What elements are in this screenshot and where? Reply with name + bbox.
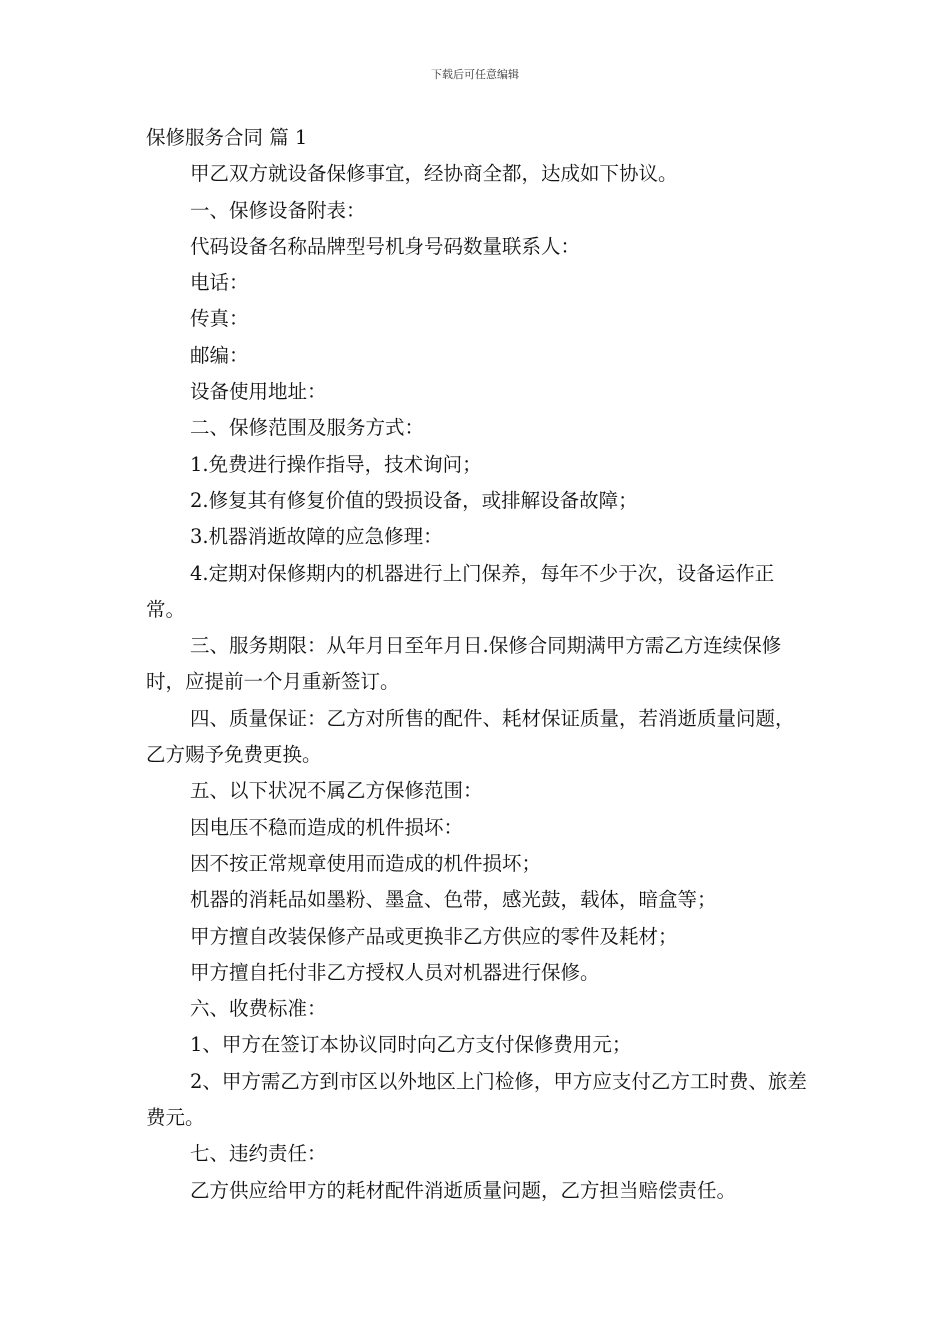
paragraph: 设备使用地址：: [190, 380, 327, 404]
section-heading: 三、服务期限：从年月日至年月日.保修合同期满甲方需乙方连续保修时，应提前一个月重新签订。: [146, 634, 782, 694]
section-heading: 一、保修设备附表：: [190, 198, 366, 222]
list-item: 2、甲方需乙方到市区以外地区上门检修，甲方应支付乙方工时费、旅差费元。: [146, 1069, 807, 1130]
list-item: 甲方擅自改装保修产品或更换非乙方供应的零件及耗材；: [190, 924, 678, 948]
section-heading: 二、保修范围及服务方式：: [190, 416, 425, 440]
list-item: 1、甲方在签订本协议同时向乙方支付保修费用元；: [190, 1033, 632, 1057]
page-header: 下载后可任意编辑: [431, 68, 519, 81]
section-heading: 六、收费标准：: [190, 997, 327, 1021]
list-item: 甲方擅自托付非乙方授权人员对机器进行保修。: [190, 960, 600, 984]
list-item: 4.定期对保修期内的机器进行上门保养，每年不少于次，设备运作正常。: [146, 561, 775, 621]
document-title: 保修服务合同 篇 1: [146, 126, 308, 149]
section-heading: 五、以下状况不属乙方保修范围：: [190, 779, 483, 803]
paragraph: 乙方供应给甲方的耗材配件消逝质量问题，乙方担当赔偿责任。: [190, 1178, 737, 1202]
paragraph: 甲乙双方就设备保修事宜，经协商全都，达成如下协议。: [190, 162, 678, 186]
section-heading: 七、违约责任：: [190, 1142, 327, 1166]
paragraph: 邮编：: [190, 343, 249, 367]
paragraph: 代码设备名称品牌型号机身号码数量联系人：: [190, 234, 581, 258]
list-item: 机器的消耗品如墨粉、墨盒、色带，感光鼓，载体，暗盒等；: [190, 888, 717, 912]
list-item: 因电压不稳而造成的机件损坏：: [190, 815, 464, 839]
list-item: 因不按正常规章使用而造成的机件损坏；: [190, 851, 542, 875]
list-item: 1.免费进行操作指导，技术询问；: [190, 452, 482, 476]
paragraph: 电话：: [190, 271, 249, 295]
paragraph: 传真：: [190, 307, 249, 331]
document-body: [146, 120, 810, 1209]
list-item: 2.修复其有修复价值的毁损设备，或排解设备故障；: [190, 488, 638, 512]
list-item: 3.机器消逝故障的应急修理：: [190, 525, 443, 549]
section-heading: 四、质量保证：乙方对所售的配件、耗材保证质量，若消逝质量问题，乙方赐予免费更换。: [146, 706, 795, 767]
